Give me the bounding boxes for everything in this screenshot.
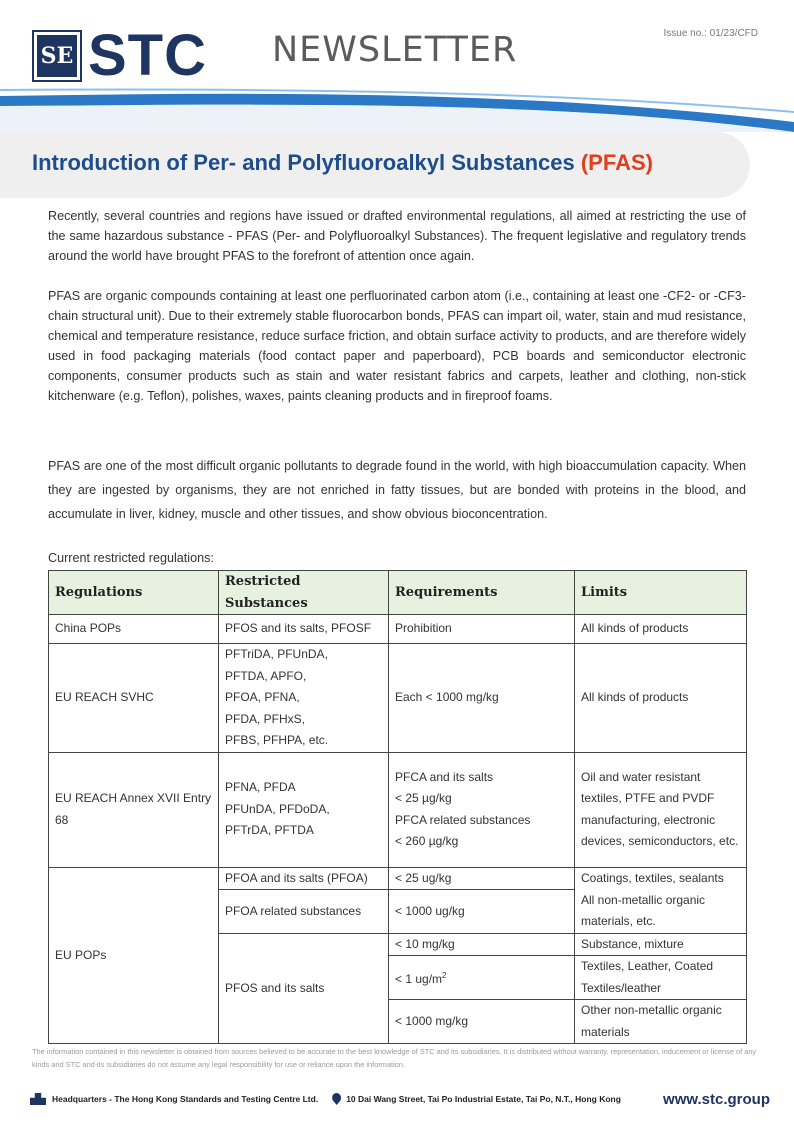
- cell-limit: [575, 956, 747, 1000]
- limit-line: Other non-metallic organic: [581, 1003, 722, 1017]
- paragraph-degradation: PFAS are one of the most difficult organic pollutants to degrade found in the world, with high bioaccumulation capacity. When they are ingested by organisms, they are not enriched in fatty tissues, but are bonded with proteins in the blood, and accumulate in liver, kidney, muscle and other tissues, and show obvious bioconcentration.: [48, 459, 746, 521]
- disclaimer-text: The information contained in this newsletter is obtained from sources believed to be accurate to the best knowledge of STC and its subsidiaries. It is distributed without warranty, representation, inducement or license of any kinds and STC and its subsidiaries do not assume any legal responsibility for use or reliance upon the information.: [32, 1047, 757, 1069]
- table-row-china-pops: [49, 615, 747, 644]
- headquarters-text: Headquarters - The Hong Kong Standards and Testing Centre Ltd.: [52, 1094, 319, 1104]
- substance-line: PFNA, PFDA: [225, 780, 296, 795]
- requirement-line: PFCA and its salts: [395, 769, 494, 784]
- cell-substance: [219, 752, 389, 867]
- limit-line: Textiles, Leather, Coated: [581, 959, 714, 973]
- substance-line: PFDA, PFHxS,: [225, 711, 306, 726]
- requirement-value: < 1 ug/m: [395, 971, 443, 986]
- requirement-line: PFCA related substances: [395, 812, 531, 827]
- cell-substance: PFOS and its salts, PFOSF: [219, 615, 389, 644]
- requirement-line: < 25 µg/kg: [395, 791, 452, 805]
- substance-line: PFUnDA, PFDoDA,: [225, 801, 330, 816]
- stc-logo-text: STC: [88, 23, 207, 88]
- cell-regulation: China POPs: [49, 615, 219, 644]
- title-main: Introduction of Per- and Polyfluoroalkyl Substances: [32, 150, 581, 175]
- table-row-reach-svhc: [49, 644, 747, 753]
- paragraph-definition: PFAS are organic compounds containing at least one perfluorinated carbon atom (i.e., containing at least one -CF2- or -CF3- chain structural unit). Due to their extremely stable fluorocarbon bonds, PFAS can impart oil, water, stain and mud resistance, chemical and temperature resistance, reduce surface friction, and obtain surface activity to products, and are therefore widely used in food packaging materials (food contact paper and paperboard), PCB boards and semiconductor electronic components, consumer products such as stain and water resistant fabrics and carpets, leather and clothing, non-stick kitchenware (e.g. Teflon), polishes, waxes, paints cleaning products and in fireproof foams.: [48, 289, 746, 403]
- footer-bar: [30, 1088, 770, 1110]
- cell-regulation: EU REACH SVHC: [49, 644, 219, 753]
- table-header-row: [49, 571, 747, 615]
- limit-line: materials, etc.: [581, 914, 656, 928]
- requirement-line: < 260 µg/kg: [395, 834, 459, 848]
- cell-limit: All kinds of products: [575, 615, 747, 644]
- limit-line: Oil and water resistant: [581, 769, 701, 784]
- cell-limit: Substance, mixture: [575, 933, 747, 956]
- cell-limit: All kinds of products: [575, 644, 747, 753]
- table-caption: Current restricted regulations:: [48, 551, 214, 565]
- title-highlight: (PFAS): [580, 150, 653, 175]
- cell-requirement: < 1000 mg/kg: [389, 1000, 575, 1044]
- cell-requirement: [389, 752, 575, 867]
- substance-line: PFBS, PFHPA, etc.: [225, 733, 329, 747]
- building-icon: [30, 1093, 46, 1105]
- table-row-reach-annex: [49, 752, 747, 867]
- limit-line: materials: [581, 1024, 630, 1039]
- substance-line: PFTriDA, PFUnDA,: [225, 647, 328, 661]
- header-requirements: Requirements: [389, 571, 575, 615]
- cell-requirement: Prohibition: [389, 615, 575, 644]
- header-restricted-substances: Restricted Substances: [219, 571, 389, 615]
- cell-substance: PFOA and its salts (PFOA): [219, 867, 389, 890]
- cell-requirement: < 25 ug/kg: [389, 867, 575, 890]
- cell-requirement: < 10 mg/kg: [389, 933, 575, 956]
- cell-limit: [575, 1000, 747, 1044]
- cell-regulation: EU REACH Annex XVII Entry 68: [49, 752, 219, 867]
- substance-line: PFTrDA, PFTDA: [225, 823, 314, 838]
- header-regulations: Regulations: [49, 571, 219, 615]
- website-link[interactable]: www.stc.group: [663, 1090, 770, 1108]
- location-pin-icon: [332, 1093, 341, 1105]
- cell-substance: PFOA related substances: [219, 890, 389, 934]
- limit-line: textiles, PTFE and PVDF: [581, 791, 715, 805]
- regulations-table: [48, 570, 747, 1044]
- issue-number: Issue no.: 01/23/CFD: [663, 28, 758, 39]
- cell-limit: [575, 752, 747, 867]
- table-row-eu-pops-pfoa: [49, 867, 747, 890]
- limit-line: Textiles/leather: [581, 980, 662, 995]
- cell-requirement: < 1000 ug/kg: [389, 890, 575, 934]
- stc-logo: [32, 23, 207, 88]
- substance-line: PFTDA, APFO,: [225, 668, 307, 683]
- cell-requirement: Each < 1000 mg/kg: [389, 644, 575, 753]
- cell-limit: Coatings, textiles, sealants: [575, 867, 747, 890]
- page-title: [32, 150, 653, 176]
- stc-logo-mark: SE: [32, 30, 82, 82]
- header-swoosh: [0, 82, 794, 132]
- paragraph-intro: Recently, several countries and regions have issued or drafted environmental regulations, all aimed at restricting the use of the same hazardous substance - PFAS (Per- and Polyfluoroalkyl Substances). The frequent legislative and regulatory trends around the world have brought PFAS to the forefront of attention once again.: [48, 209, 746, 263]
- address-text: 10 Dai Wang Street, Tai Po Industrial Estate, Tai Po, N.T., Hong Kong: [346, 1094, 621, 1104]
- requirement-superscript: 2: [442, 970, 447, 980]
- cell-substance: [219, 644, 389, 753]
- header-limits: Limits: [575, 571, 747, 615]
- cell-substance: PFOS and its salts: [219, 933, 389, 1044]
- cell-requirement: [389, 956, 575, 1000]
- cell-limit: [575, 890, 747, 934]
- substance-line: PFOA, PFNA,: [225, 690, 300, 704]
- cell-regulation: EU POPs: [49, 867, 219, 1044]
- newsletter-label: NEWSLETTER: [272, 30, 518, 70]
- limit-line: All non-metallic organic: [581, 892, 706, 907]
- limit-line: devices, semiconductors, etc.: [581, 834, 739, 848]
- limit-line: manufacturing, electronic: [581, 812, 716, 827]
